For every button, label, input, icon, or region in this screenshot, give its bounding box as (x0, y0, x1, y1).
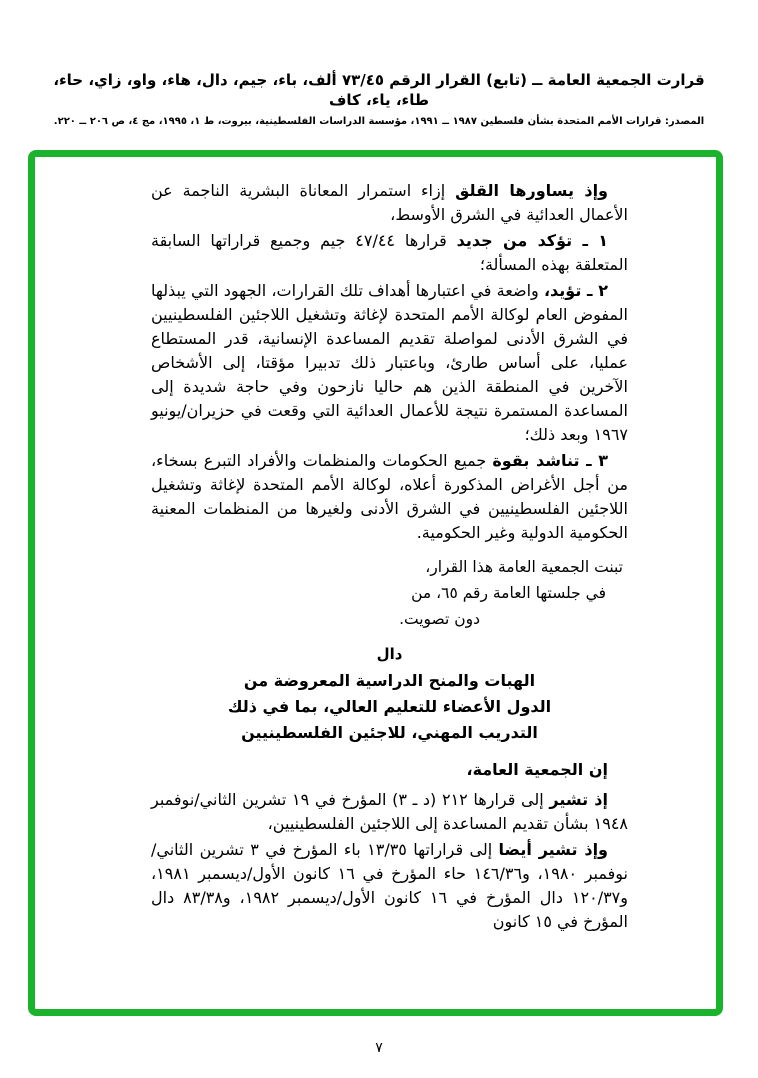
operative-paragraph-2-text: واضعة في اعتبارها أهداف تلك القرارات، الجهود التي يبذلها المفوض العام لوكالة الأمم المتحدة لإغاثة وتشغيل اللاجئين الفلسطينيين في الشرق الأدنى لمواصلة تقديم المساعدة الإنسانية، قدر المستطاع عمليا، على أساس طارئ، وباعتبار ذلك تدبيرا مؤقتا، إلى الأشخاص الآخرين في المنطقة الذين هم حاليا نازحون وفي حاجة شديدة إلى المساعدة المستمرة نتيجة للأعمال العدائية التي وقعت في حزيران/يونيو ١٩٦٧ وبعد ذلك؛ (151, 281, 628, 444)
operative-paragraph-3-text: جميع الحكومات والمنظمات والأفراد التبرع بسخاء، من أجل الأغراض المذكورة أعلاه، لوكالة الأمم المتحدة لإغاثة وتشغيل اللاجئين الفلسطينيين في الشرق الأدنى ولغيرها من المنظمات المعنية الحكومية الدولية وغير الحكومية. (151, 451, 628, 542)
source-citation: المصدر: قرارات الأمم المتحدة بشأن فلسطين ١٩٨٧ ــ ١٩٩١، مؤسسة الدراسات الفلسطينية، بيروت، ط ١، ١٩٩٥، مج ٤، ص ٢٠٦ ــ ٢٢٠. (53, 116, 705, 127)
resolution-title-line3: التدريب المهني، للاجئين الفلسطينيين (241, 723, 538, 742)
preambular-paragraph-1 (151, 788, 628, 836)
resolution-title-line1: الهبات والمنح الدراسية المعروضة من (243, 671, 536, 690)
preambular-paragraph-1-lead: إذ تشير (549, 790, 608, 809)
preambular-paragraph-1-text: إلى قرارها ٢١٢ (د ـ ٣) المؤرخ في ١٩ تشرين الثاني/نوفمبر ١٩٤٨ بشأن تقديم المساعدة إلى اللاجئين الفلسطينيين، (151, 790, 628, 833)
paragraph-concern (151, 179, 628, 227)
adoption-note-line1: تبنت الجمعية العامة هذا القرار، (425, 558, 623, 576)
paragraph-concern-text: إزاء استمرار المعاناة البشرية الناجمة عن الأعمال العدائية في الشرق الأوسط، (151, 181, 628, 224)
assembly-opening: إن الجمعية العامة، (466, 760, 608, 779)
page-footer (0, 1040, 758, 1056)
operative-paragraph-3 (151, 449, 628, 545)
page-number: ٧ (375, 1040, 383, 1056)
adoption-note-line2: في جلستها العامة رقم ٦٥، من (411, 584, 606, 602)
adoption-note-line3: دون تصويت. (399, 610, 480, 628)
highlight-box (28, 150, 723, 1016)
section-letter-dal: دال (376, 645, 403, 663)
resolution-title (151, 668, 628, 746)
operative-paragraph-2 (151, 279, 628, 447)
operative-paragraph-2-lead: ٢ ـ تؤيد، (543, 281, 608, 300)
operative-paragraph-1-lead: ١ ـ تؤكد من جديد (456, 231, 608, 250)
preambular-paragraph-2-text: إلى قراراتها ١٣/٣٥ باء المؤرخ في ٣ تشرين الثاني/نوفمبر ١٩٨٠، و١٤٦/٣٦ حاء المؤرخ في ١٦ كانون الأول/ديسمبر ١٩٨١، و١٢٠/٣٧ دال المؤرخ في ١٦ كانون الأول/ديسمبر ١٩٨٢، و٨٣/٣٨ دال المؤرخ في ١٥ كانون (151, 840, 629, 931)
document-title: قرارت الجمعية العامة ــ (تابع) القرار الرقم ٧٣/٤٥ ألف، باء، جيم، دال، هاء، واو، زاي، حاء، طاء، ياء، كاف (53, 71, 705, 109)
resolution-title-line2: الدول الأعضاء للتعليم العالي، بما في ذلك (227, 697, 552, 716)
paragraph-concern-lead: وإذ يساورها القلق (455, 181, 608, 200)
preambular-paragraph-2 (151, 838, 628, 934)
page-header (0, 0, 758, 127)
adoption-note (151, 554, 628, 632)
resolution-body (151, 179, 628, 934)
preambular-paragraph-2-lead: وإذ تشير أيضا (498, 840, 608, 859)
operative-paragraph-3-lead: ٣ ـ تناشد بقوة (492, 451, 608, 470)
operative-paragraph-1-text: قرارها ٤٧/٤٤ جيم وجميع قراراتها السابقة المتعلقة بهذه المسألة؛ (151, 231, 628, 274)
operative-paragraph-1 (151, 229, 628, 277)
